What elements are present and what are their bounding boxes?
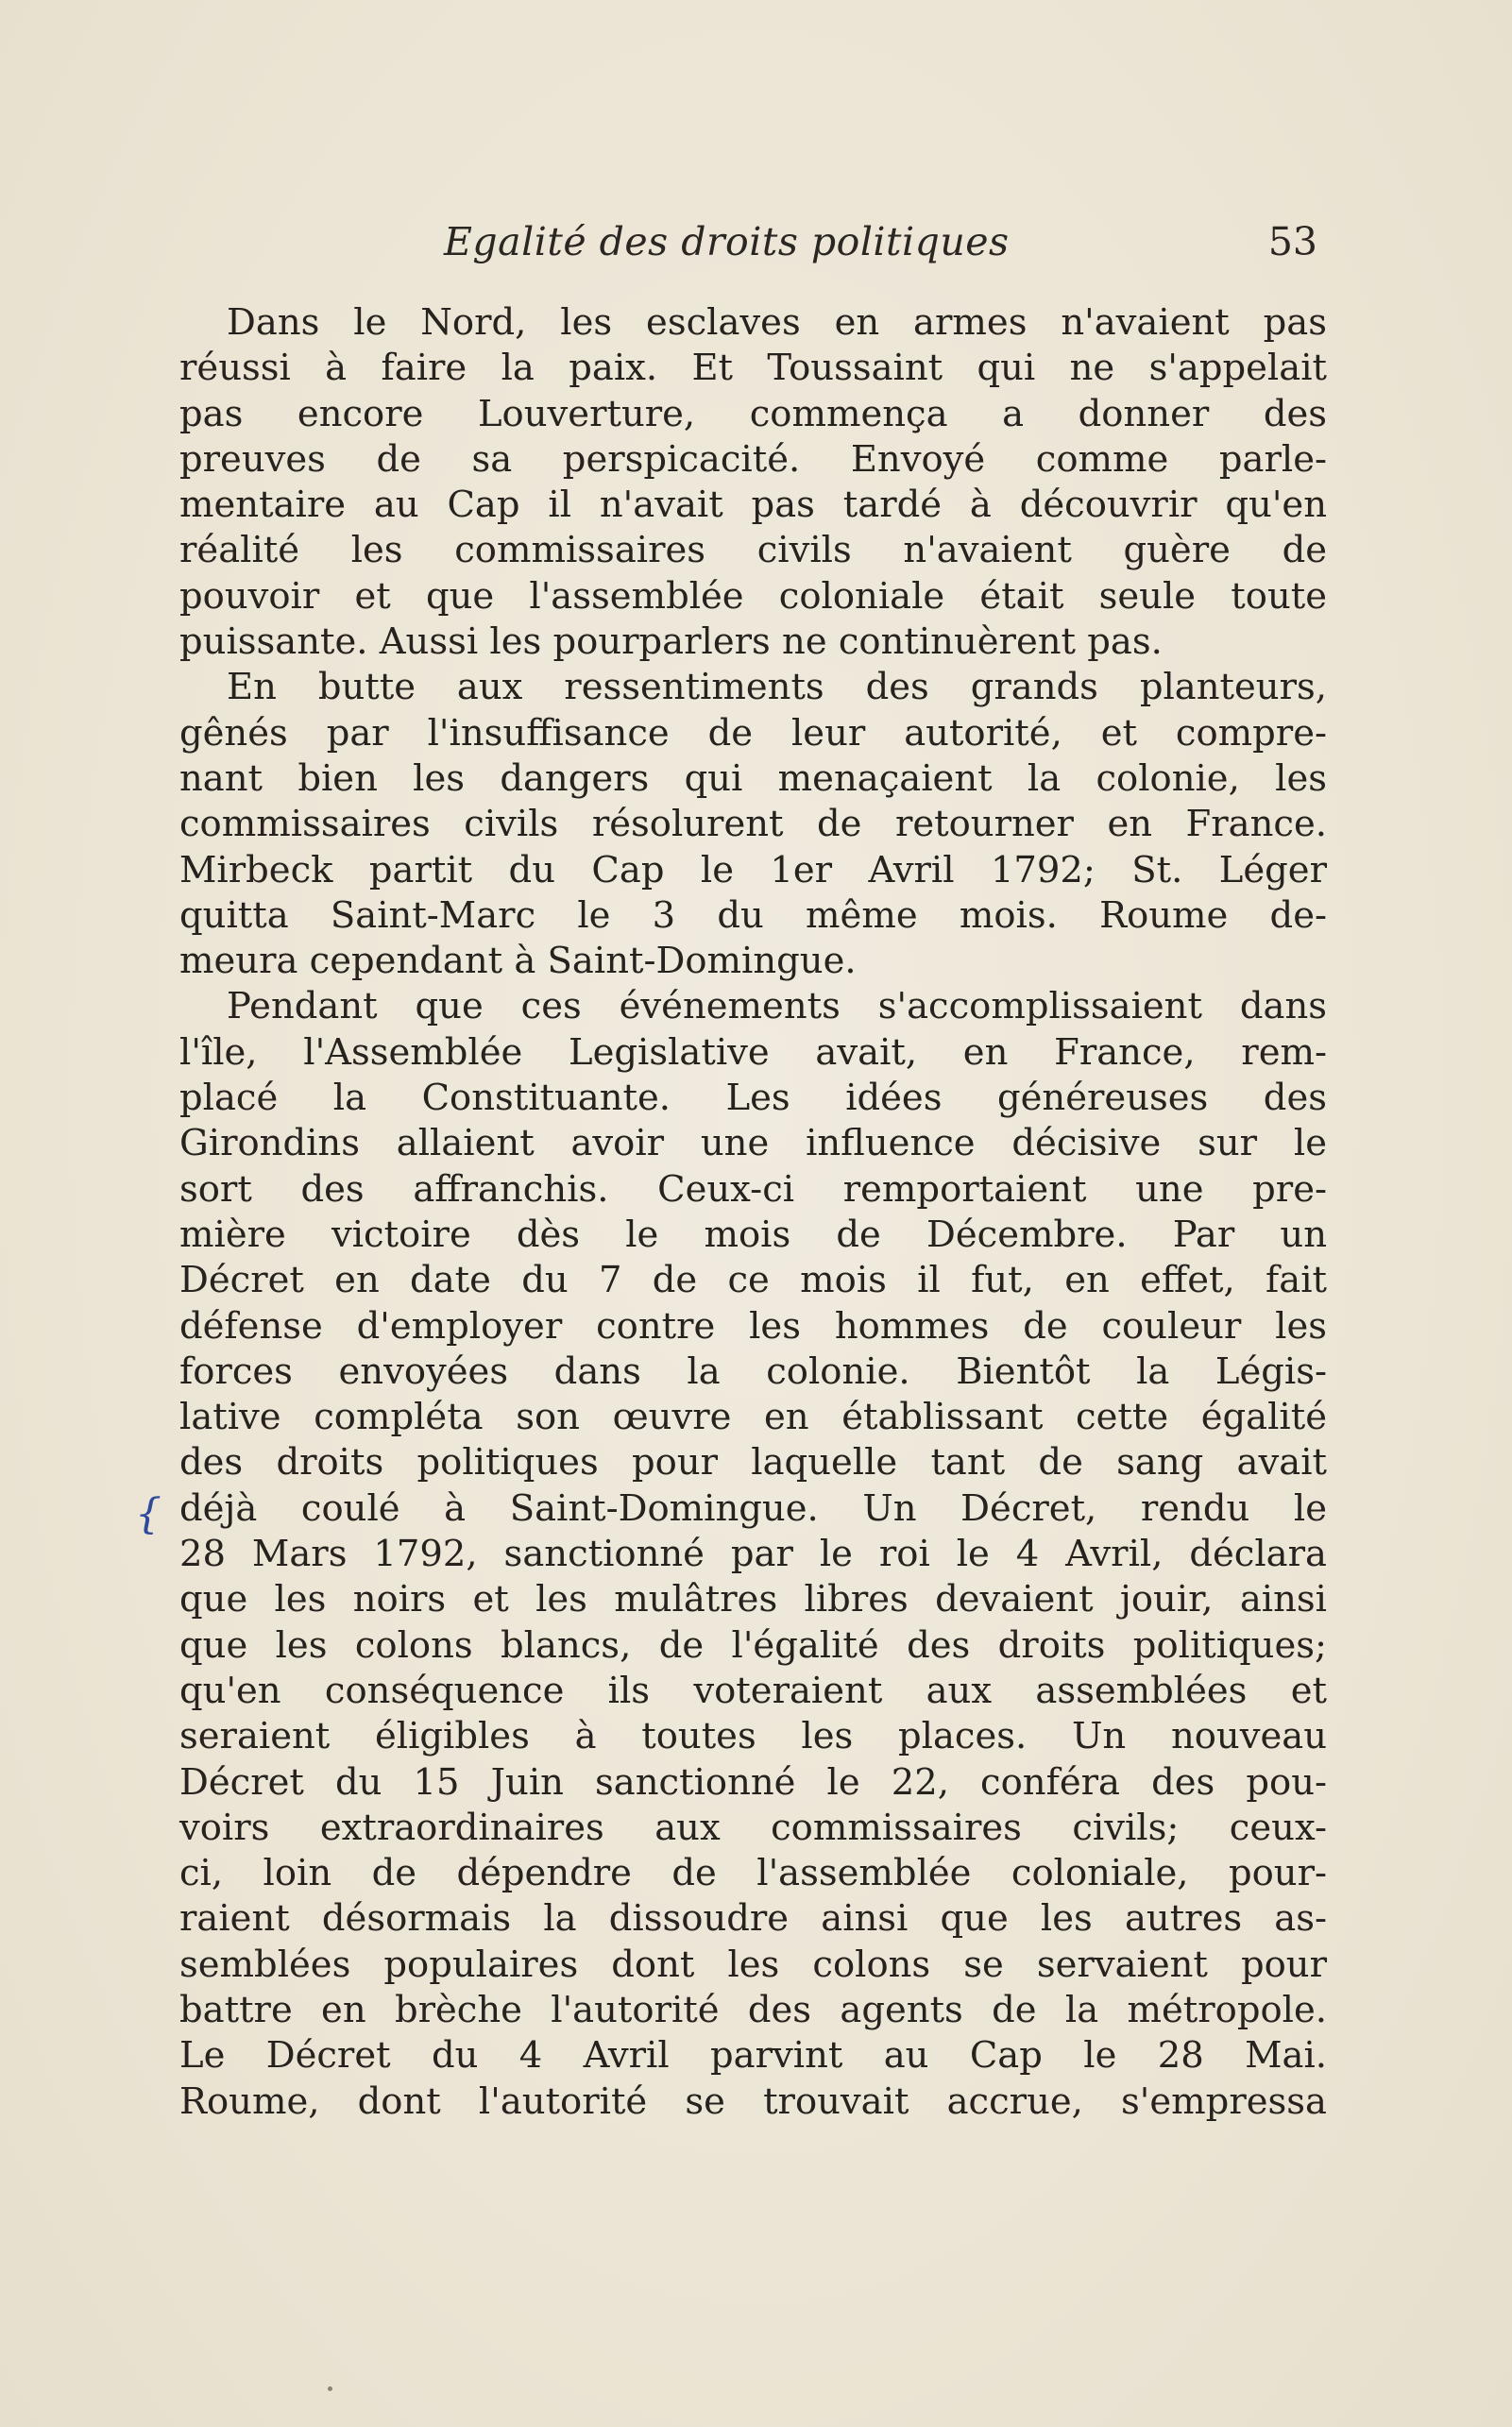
text-line: Décret en date du 7 de ce mois il fut, en effet, fait [179, 1259, 1327, 1302]
text-line: forces envoyées dans la colonie. Bientôt la Légis- [179, 1349, 1327, 1393]
text-line: Dans le Nord, les esclaves en armes n'avaient pas [227, 301, 1327, 344]
text-line: nant bien les dangers qui menaçaient la colonie, les [179, 756, 1327, 800]
margin-annotation-brace: { [135, 1490, 161, 1538]
text-line: Girondins allaient avoir une influence décisive sur le [179, 1122, 1327, 1165]
text-line: preuves de sa perspicacité. Envoyé comme parle- [179, 437, 1327, 481]
text-line: que les noirs et les mulâtres libres devaient jouir, ainsi [179, 1578, 1327, 1621]
text-line: En butte aux ressentiments des grands planteurs, [227, 666, 1327, 709]
text-line: commissaires civils résolurent de retourner en France. [179, 803, 1327, 846]
text-line: puissante. Aussi les pourparlers ne continuèrent pas. [179, 620, 1163, 664]
text-line: seraient éligibles à toutes les places. Un nouveau [179, 1715, 1327, 1758]
text-line: sort des affranchis. Ceux-ci remportaient une pre- [179, 1167, 1327, 1211]
text-line: mière victoire dès le mois de Décembre. Par un [179, 1213, 1327, 1256]
header-title: Egalité des droits politiques [444, 219, 1010, 264]
text-line: semblées populaires dont les colons se servaient pour [179, 1943, 1327, 1986]
text-line: des droits politiques pour laquelle tant de sang avait [179, 1441, 1327, 1485]
text-line: qu'en conséquence ils voteraient aux assemblées et [179, 1669, 1327, 1712]
text-line: l'île, l'Assemblée Legislative avait, en France, rem- [179, 1030, 1327, 1074]
text-line: gênés par l'insuffisance de leur autorité, et compre- [179, 711, 1327, 755]
text-line: Le Décret du 4 Avril parvint au Cap le 28 Mai. [179, 2034, 1327, 2078]
text-line: Décret du 15 Juin sanctionné le 22, conféra des pou- [179, 1760, 1327, 1804]
text-line: Roume, dont l'autorité se trouvait accrue, s'empressa [179, 2079, 1327, 2123]
text-line: Pendant que ces événements s'accomplissaient dans [227, 985, 1327, 1028]
body-text [179, 300, 1327, 2125]
text-line: meura cependant à Saint-Domingue. [179, 940, 857, 983]
paper-speck [328, 2386, 332, 2391]
text-line: battre en brèche l'autorité des agents de la métropole. [179, 1988, 1327, 2031]
text-line: lative compléta son œuvre en établissant cette égalité [179, 1396, 1327, 1439]
running-header [179, 219, 1317, 276]
text-line: ci, loin de dépendre de l'assemblée coloniale, pour- [179, 1852, 1327, 1895]
text-line: réalité les commissaires civils n'avaient guère de [179, 529, 1327, 572]
page-number: 53 [1267, 219, 1317, 264]
text-line: déjà coulé à Saint-Domingue. Un Décret, rendu le [179, 1486, 1327, 1530]
text-line: pas encore Louverture, commença a donner des [179, 392, 1327, 435]
text-line: 28 Mars 1792, sanctionné par le roi le 4 Avril, déclara [179, 1533, 1327, 1576]
text-line: que les colons blancs, de l'égalité des droits politiques; [179, 1623, 1327, 1667]
text-line: mentaire au Cap il n'avait pas tardé à découvrir qu'en [179, 484, 1327, 527]
text-line: voirs extraordinaires aux commissaires civils; ceux- [179, 1806, 1327, 1849]
text-line: défense d'employer contre les hommes de couleur les [179, 1304, 1327, 1348]
text-line: réussi à faire la paix. Et Toussaint qui ne s'appelait [179, 347, 1327, 390]
text-line: placé la Constituante. Les idées généreuses des [179, 1077, 1327, 1120]
text-line: Mirbeck partit du Cap le 1er Avril 1792; St. Léger [179, 848, 1327, 891]
text-line: pouvoir et que l'assemblée coloniale était seule toute [179, 574, 1327, 618]
text-line: quitta Saint-Marc le 3 du même mois. Roume de- [179, 893, 1327, 937]
text-line: raient désormais la dissoudre ainsi que les autres as- [179, 1897, 1327, 1941]
